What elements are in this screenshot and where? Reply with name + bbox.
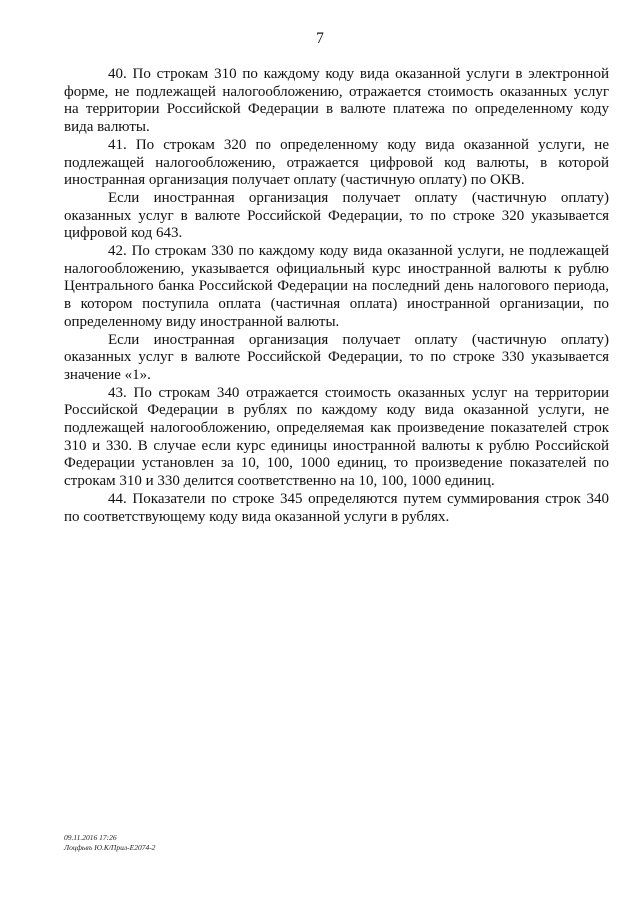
paragraph-42-note: Если иностранная организация получает оплату (частичную оплату) оказанных услуг в валюте Российской Федерации, то по строке 330 указывается значение «1». bbox=[64, 331, 609, 383]
footer-file-reference: Лоцфьвъ Ю.К/Прил-Е2074-2 bbox=[64, 843, 156, 852]
paragraph-40: 40. По строкам 310 по каждому коду вида оказанной услуги в электронной форме, не подлежащей налогообложению, отражается стоимость оказанных услуг на территории Российской Федерации в валюте платежа по определенному коду вида валюты. bbox=[64, 66, 609, 136]
paragraph-41-note: Если иностранная организация получает оплату (частичную оплату) оказанных услуг в валюте Российской Федерации, то по строке 320 указывается цифровой код 643. bbox=[64, 189, 609, 242]
footer-timestamp: 09.11.2016 17:26 bbox=[64, 833, 117, 842]
paragraph-44: 44. Показатели по строке 345 определяются путем суммирования строк 340 по соответствующему коду вида оказанной услуги в рублях. bbox=[64, 490, 609, 525]
paragraph-42: 42. По строкам 330 по каждому коду вида оказанной услуги, не подлежащей налогообложению, указывается официальный курс иностранной валюты к рублю Центрального банка Российской Федерации на последний день налогового периода, в котором поступила оплата (частичная оплата) иностранной организации, по определенному виду иностранной валюты. bbox=[64, 243, 609, 330]
document-body bbox=[64, 66, 609, 526]
page-number: 7 bbox=[316, 30, 324, 47]
document-footer bbox=[64, 833, 155, 853]
paragraph-43: 43. По строкам 340 отражается стоимость оказанных услуг на территории Российской Федерации в рублях по каждому коду вида оказанной услуги, не подлежащей налогообложению, определяемая как произведение показателей строк 310 и 330. В случае если курс единицы иностранной валюты к рублю Российской Федерации установлен за 10, 100, 1000 единиц, то произведение показателей по строкам 310 и 330 делится соответственно на 10, 100, 1000 единиц. bbox=[64, 384, 609, 490]
paragraph-41: 41. По строкам 320 по определенному коду вида оказанной услуги, не подлежащей налогообложению, отражается цифровой код валюты, в которой иностранная организация получает оплату (частичную оплату) по ОКВ. bbox=[64, 136, 609, 189]
